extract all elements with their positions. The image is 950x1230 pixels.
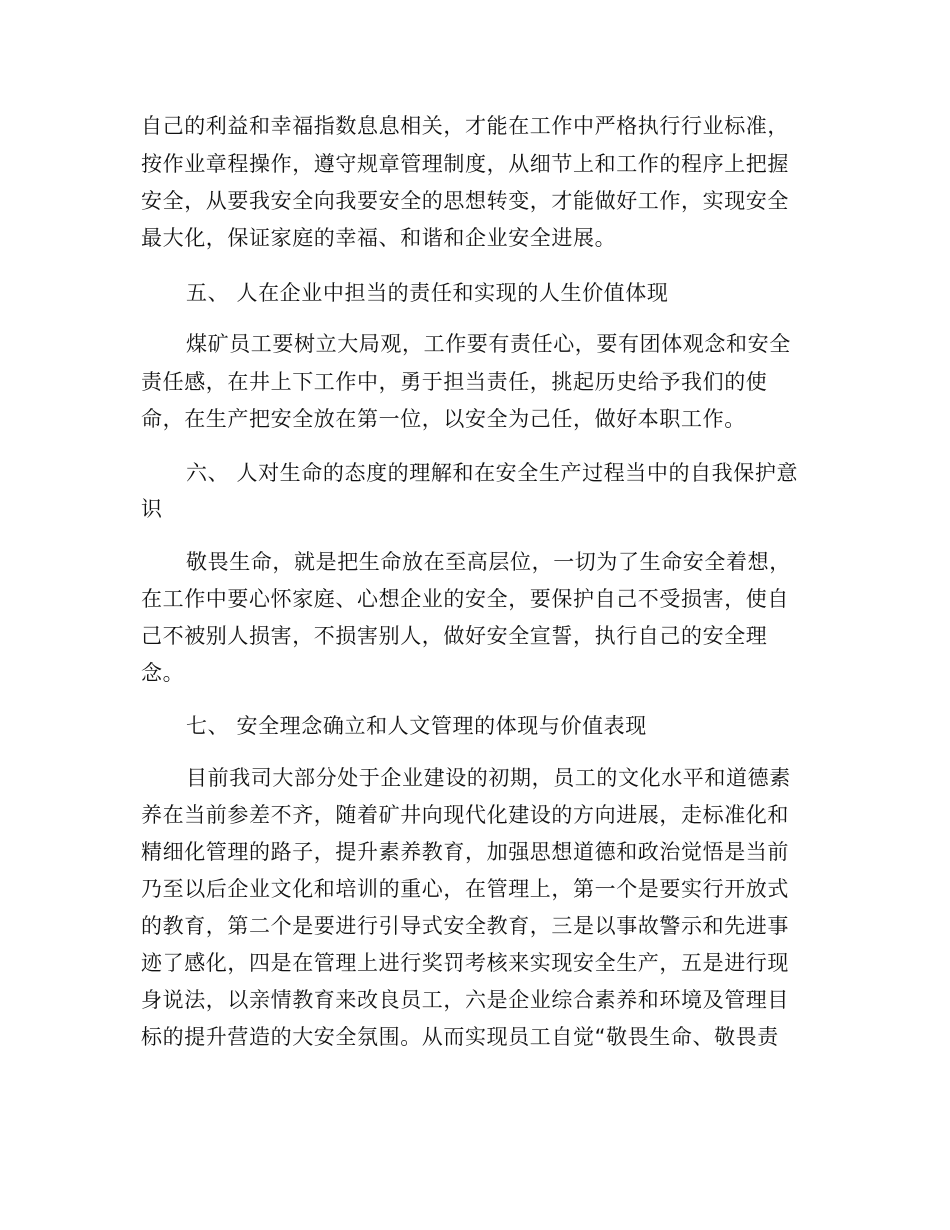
- section-heading-7: 七、 安全理念确立和人文管理的体现与价值表现: [186, 714, 647, 738]
- paragraph-line: 目前我司大部分处于企业建设的初期，员工的文化水平和道德素: [186, 766, 791, 790]
- paragraph-line: 乃至以后企业文化和培训的重心，在管理上，第一个是要实行开放式: [141, 877, 789, 901]
- section-heading-6-continued: 识: [141, 497, 163, 521]
- paragraph-line: 养在当前参差不齐，随着矿井向现代化建设的方向进展，走标准化和: [141, 803, 789, 827]
- paragraph-line: 标的提升营造的大安全氛围。从而实现员工自觉“敬畏生命、敬畏责: [141, 1025, 779, 1049]
- paragraph-line: 敬畏生命，就是把生命放在至高层位，一切为了生命安全着想，: [186, 550, 791, 574]
- paragraph-line: 的教育，第二个是要进行引导式安全教育，三是以事故警示和先进事: [141, 914, 789, 938]
- paragraph-line: 安全，从要我安全向我要安全的思想转变，才能做好工作，实现安全: [141, 189, 789, 213]
- paragraph-line: 煤矿员工要树立大局观，工作要有责任心，要有团体观念和安全: [186, 332, 791, 356]
- paragraph-line: 精细化管理的路子，提升素养教育，加强思想道德和政治觉悟是当前: [141, 840, 789, 864]
- paragraph-line: 在工作中要心怀家庭、心想企业的安全，要保护自己不受损害，使自: [141, 587, 789, 611]
- paragraph-line: 念。: [141, 661, 185, 685]
- paragraph-line: 迹了感化，四是在管理上进行奖罚考核来实现安全生产，五是进行现: [141, 951, 789, 975]
- paragraph-line: 自己的利益和幸福指数息息相关，才能在工作中严格执行行业标准，: [141, 114, 789, 138]
- paragraph-line: 命，在生产把安全放在第一位，以安全为己任，做好本职工作。: [141, 407, 746, 431]
- section-heading-6: 六、 人对生命的态度的理解和在安全生产过程当中的自我保护意: [186, 461, 799, 485]
- paragraph-line: 身说法，以亲情教育来改良员工，六是企业综合素养和环境及管理目: [141, 988, 789, 1012]
- paragraph-line: 责任感，在井上下工作中，勇于担当责任，挑起历史给予我们的使: [141, 370, 768, 394]
- section-heading-5: 五、 人在企业中担当的责任和实现的人生价值体现: [186, 281, 669, 305]
- paragraph-line: 最大化，保证家庭的幸福、和谐和企业安全进展。: [141, 226, 617, 250]
- paragraph-line: 按作业章程操作，遵守规章管理制度，从细节上和工作的程序上把握: [141, 152, 789, 176]
- paragraph-line: 己不被别人损害，不损害别人，做好安全宣誓，执行自己的安全理: [141, 624, 768, 648]
